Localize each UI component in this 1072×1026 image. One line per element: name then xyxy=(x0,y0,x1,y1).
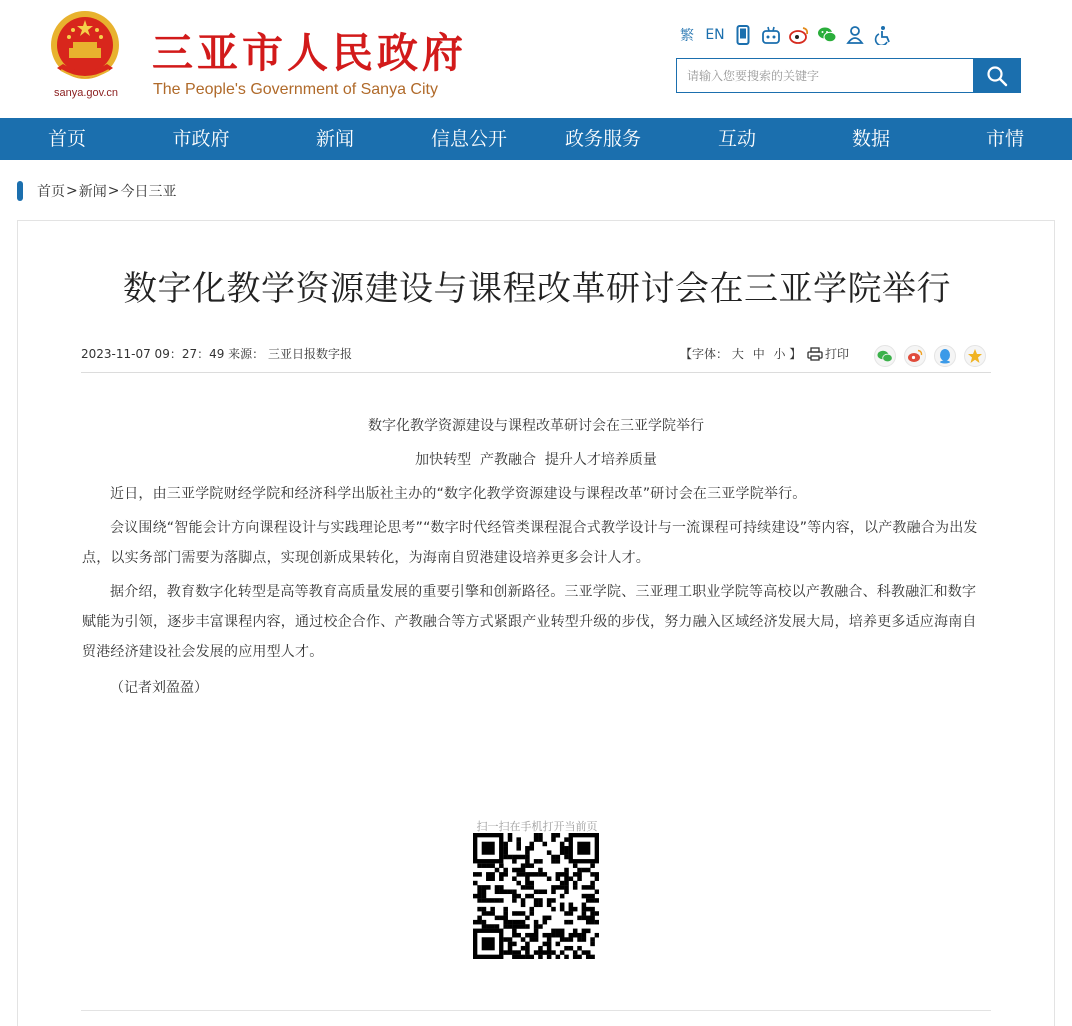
site-subtitle: The People's Government of Sanya City xyxy=(153,81,438,98)
site-header xyxy=(0,0,1072,118)
article-paragraph: 据介绍，教育数字化转型是高等教育高质量发展的重要引擎和创新路径。三亚学院、三亚理工职业学院等高校以产教融合、科教融汇和数字赋能为引领，逐步丰富课程内容，通过校企合作、产教融合等方式紧跟产业转型升级的步伐，努力融入区域经济发展大局，培养更多适应海南自贸港经济建设社会发展的应用型人才。 xyxy=(82,584,977,660)
article-subtitle-2: 加快转型 产教融合 提升人才培养质量 xyxy=(415,452,657,468)
search-box xyxy=(676,58,1021,93)
robot-icon[interactable] xyxy=(761,24,781,46)
wechat-icon[interactable] xyxy=(817,24,837,46)
print-label: 打印 xyxy=(825,347,850,361)
star-icon xyxy=(967,348,983,364)
content-divider xyxy=(81,1010,991,1011)
qr-code-label: 扫一扫在手机打开当前页 xyxy=(476,820,598,833)
traditional-chinese-link[interactable]: 繁 xyxy=(680,28,694,44)
qq-icon xyxy=(938,348,952,364)
article-container xyxy=(17,220,1055,1026)
article-title: 数字化教学资源建设与课程改革研讨会在三亚学院举行 xyxy=(123,269,951,309)
weibo-icon xyxy=(907,349,923,363)
printer-icon xyxy=(807,347,823,361)
site-domain: sanya.gov.cn xyxy=(53,87,118,99)
article-paragraph: 近日，由三亚学院财经学院和经济科学出版社主办的“数字化教学资源建设与课程改革”研讨会在三亚学院举行。 xyxy=(110,486,807,502)
search-button[interactable] xyxy=(973,59,1020,92)
search-icon xyxy=(986,65,1008,87)
font-size-control xyxy=(680,345,801,362)
article-meta-bar xyxy=(81,333,991,373)
share-favorite-button[interactable] xyxy=(964,345,986,367)
breadcrumb-home[interactable]: 首页 xyxy=(37,184,65,200)
nav-item-interaction[interactable]: 互动 xyxy=(717,128,756,150)
nav-item-city-government[interactable]: 市政府 xyxy=(172,128,230,150)
nav-item-information-disclosure[interactable]: 信息公开 xyxy=(430,128,507,150)
header-tools xyxy=(677,22,893,48)
breadcrumb-separator: > xyxy=(66,183,78,199)
nav-item-home[interactable]: 首页 xyxy=(47,128,86,150)
share-qq-button[interactable] xyxy=(934,345,956,367)
font-size-large[interactable]: 大 xyxy=(731,347,744,361)
qr-code xyxy=(473,833,599,959)
share-weibo-button[interactable] xyxy=(904,345,926,367)
share-buttons xyxy=(874,345,986,367)
font-size-medium[interactable]: 中 xyxy=(752,347,765,361)
english-link[interactable]: EN xyxy=(705,27,725,43)
font-size-small[interactable]: 小 xyxy=(773,347,786,361)
mobile-icon[interactable] xyxy=(733,24,753,46)
main-nav xyxy=(0,118,1072,160)
share-wechat-button[interactable] xyxy=(874,345,896,367)
article-reporter: （记者刘盈盈） xyxy=(110,680,208,696)
font-size-label: 【字体： xyxy=(680,347,729,361)
nav-item-city-info[interactable]: 市情 xyxy=(985,128,1024,150)
article-subtitle-1: 数字化教学资源建设与课程改革研讨会在三亚学院举行 xyxy=(368,418,704,434)
site-title[interactable]: 三亚市人民政府 xyxy=(152,29,467,77)
breadcrumb xyxy=(17,180,176,202)
search-input[interactable] xyxy=(677,59,973,92)
breadcrumb-marker xyxy=(17,181,23,201)
national-emblem-icon[interactable] xyxy=(47,8,123,86)
nav-item-data[interactable]: 数据 xyxy=(851,128,890,150)
nav-item-news[interactable]: 新闻 xyxy=(315,128,354,150)
font-size-end: 】 xyxy=(789,347,802,361)
nav-item-government-services[interactable]: 政务服务 xyxy=(564,128,641,150)
user-icon[interactable] xyxy=(845,24,865,46)
breadcrumb-current[interactable]: 今日三亚 xyxy=(120,184,177,200)
breadcrumb-separator: > xyxy=(107,183,120,199)
accessibility-icon[interactable] xyxy=(873,24,893,46)
wechat-icon xyxy=(877,349,893,363)
article-meta: 2023-11-07 09：27：49 来源： 三亚日报数字报 xyxy=(81,347,352,361)
print-button[interactable] xyxy=(807,345,849,362)
article-paragraph: 会议围绕“智能会计方向课程设计与实践理论思考”“数字时代经管类课程混合式教学设计与一流课程可持续建设”等内容，以产教融合为出发点，以实务部门需要为落脚点，实现创新成果转化，为海南自贸港建设培养更多会计人才。 xyxy=(82,520,978,566)
weibo-icon[interactable] xyxy=(789,24,809,46)
article-body xyxy=(82,411,990,703)
breadcrumb-news[interactable]: 新闻 xyxy=(78,184,107,200)
